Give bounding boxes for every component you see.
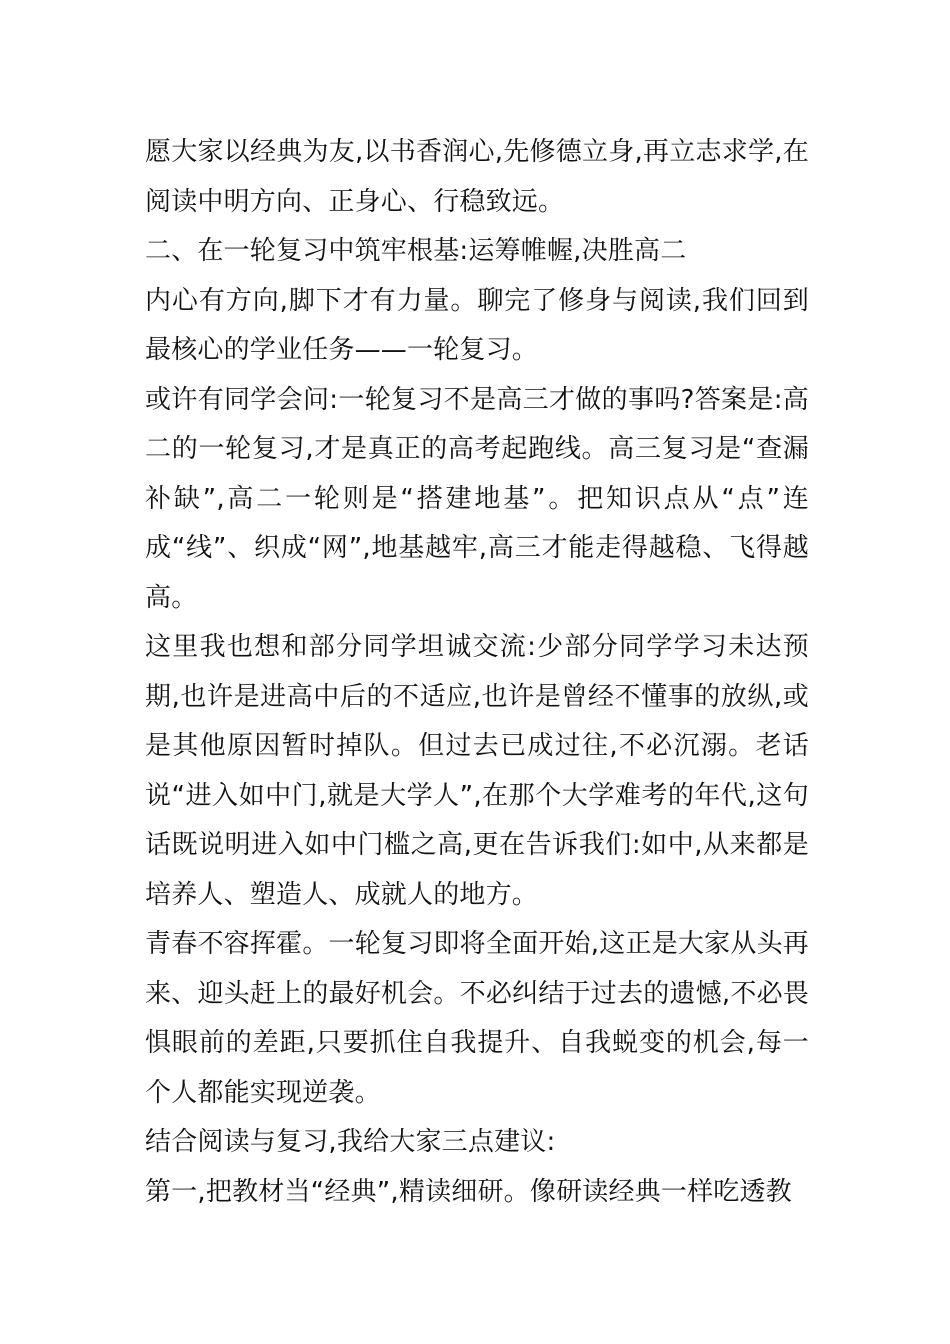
paragraph-suggestion-one: 第一,把教材当“经典”,精读细研。像研读经典一样吃透教 — [145, 1176, 792, 1207]
document-body — [145, 128, 809, 1217]
paragraph-why-review: 或许有同学会问:一轮复习不是高三才做的事吗?答案是:高二的一轮复习,才是真正的高考起跑线。高三复习是“查漏补缺”,高二一轮则是“搭建地基”。把知识点从“点”连成“线”、织成“网”,地基越牢,高三才能走得越稳、飞得越高。 — [145, 384, 809, 613]
paragraph-intro-review: 内心有方向,脚下才有力量。聊完了修身与阅读,我们回到最核心的学业任务——一轮复习。 — [145, 285, 809, 365]
paragraph-honest-talk: 这里我也想和部分同学坦诚交流:少部分同学学习未达预期,也许是进高中后的不适应,也许是曾经不懂事的放纵,或是其他原因暂时掉队。但过去已成过往,不必沉溺。老话说“进入如中门,就是大学人”,在那个大学难考的年代,这句话既说明进入如中门槛之高,更在告诉我们:如中,从来都是培养人、塑造人、成就人的地方。 — [145, 632, 809, 910]
section-heading-review: 二、在一轮复习中筑牢根基:运筹帷幄,决胜高二 — [145, 236, 687, 266]
paragraph-suggestions-intro: 结合阅读与复习,我给大家三点建议: — [145, 1127, 556, 1157]
paragraph-youth: 青春不容挥霍。一轮复习即将全面开始,这正是大家从头再来、迎头赶上的最好机会。不必纠结于过去的遗憾,不必畏惧眼前的差距,只要抓住自我提升、自我蜕变的机会,每一个人都能实现逆袭。 — [145, 929, 809, 1108]
paragraph-closing-wish: 愿大家以经典为友,以书香润心,先修德立身,再立志求学,在阅读中明方向、正身心、行稳致远。 — [145, 137, 809, 217]
